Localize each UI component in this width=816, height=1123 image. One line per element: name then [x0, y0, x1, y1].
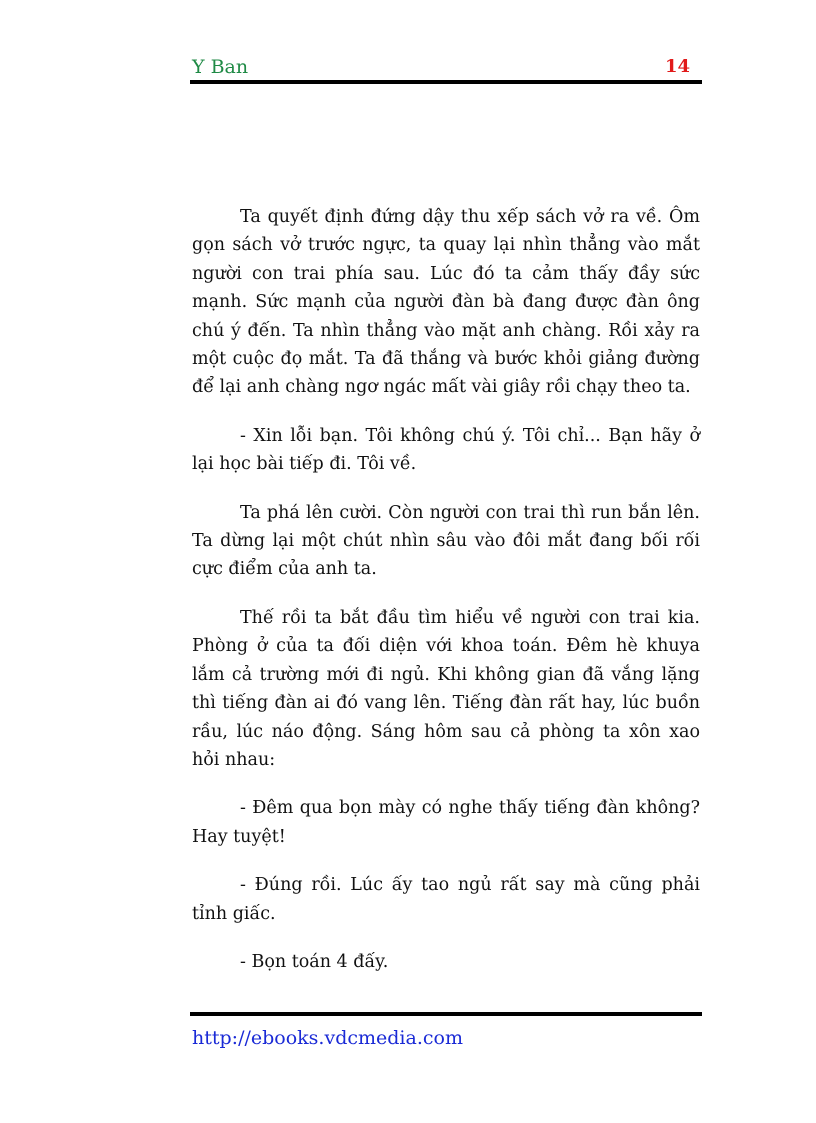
- footer-link[interactable]: http://ebooks.vdcmedia.com: [192, 1027, 463, 1049]
- body-text: [192, 203, 700, 996]
- page-number: 14: [664, 56, 690, 77]
- paragraph: - Bọn toán 4 đấy.: [240, 951, 389, 972]
- paragraph: - Xin lỗi bạn. Tôi không chú ý. Tôi chỉ... Bạn hãy ở lại học bài tiếp đi. Tôi về.: [192, 425, 700, 475]
- paragraph: Thế rồi ta bắt đầu tìm hiểu về người con trai kia. Phòng ở của ta đối diện với khoa toán. Đêm hè khuya lắm cả trường mới đi ngủ. Khi không gian đã vắng lặng thì tiếng đàn ai đó vang lên. Tiếng đàn rất hay, lúc buồn rầu, lúc náo động. Sáng hôm sau cả phòng ta xôn xao hỏi nhau:: [192, 607, 700, 770]
- page-header: [192, 55, 700, 79]
- header-divider: [190, 80, 702, 84]
- paragraph: - Đúng rồi. Lúc ấy tao ngủ rất say mà cũng phải tỉnh giấc.: [192, 875, 700, 924]
- paragraph: Ta phá lên cười. Còn người con trai thì run bắn lên. Ta dừng lại một chút nhìn sâu vào đôi mắt đang bối rối cực điểm của anh ta.: [192, 502, 700, 580]
- footer-divider: [190, 1012, 702, 1016]
- paragraph: Ta quyết định đứng dậy thu xếp sách vở ra về. Ôm gọn sách vở trước ngực, ta quay lại nhìn thẳng vào mắt người con trai phía sau. Lúc đó ta cảm thấy đầy sức mạnh. Sức mạnh của người đàn bà đang được đàn ông chú ý đến. Ta nhìn thẳng vào mặt anh chàng. Rồi xảy ra một cuộc đọ mắt. Ta đã thắng và bước khỏi giảng đường để lại anh chàng ngơ ngác mất vài giây rồi chạy theo ta.: [192, 207, 700, 398]
- header-author: Y Ban: [192, 56, 249, 78]
- paragraph: - Đêm qua bọn mày có nghe thấy tiếng đàn không? Hay tuyệt!: [192, 798, 700, 847]
